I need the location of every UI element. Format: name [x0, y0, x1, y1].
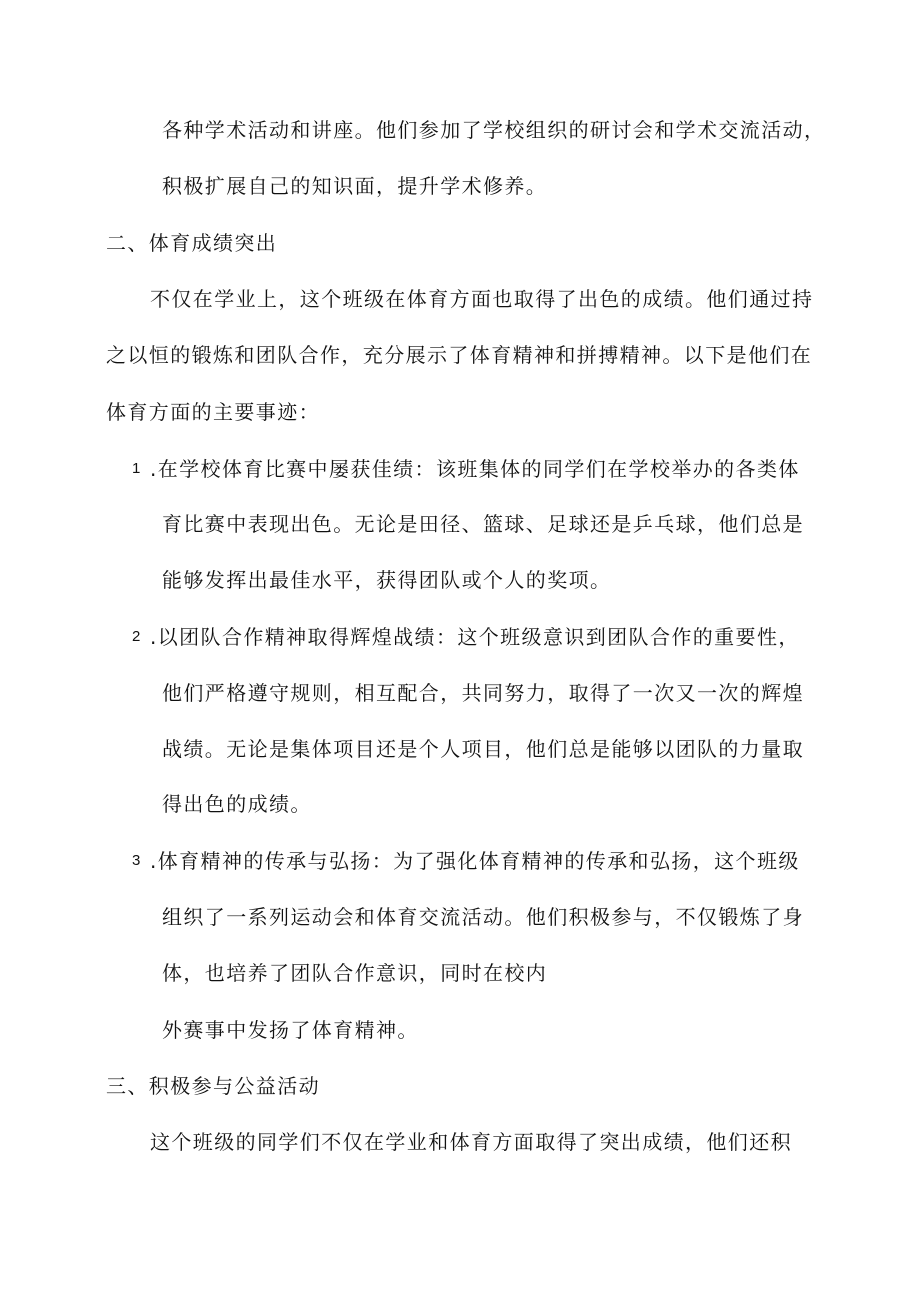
list-item-line: 能够发挥出最佳水平，获得团队或个人的奖项。 [162, 568, 612, 592]
list-item-line: 组织了一系列运动会和体育交流活动。他们积极参与，不仅锻炼了身 [162, 905, 804, 929]
list-item-line: 体，也培养了团队合作意识，同时在校内 [162, 961, 548, 985]
paragraph-line: 不仅在学业上，这个班级在体育方面也取得了出色的成绩。他们通过持 [150, 287, 814, 311]
list-item-line: .在学校体育比赛中屡获佳绩：该班集体的同学们在学校举办的各类体 [150, 457, 800, 481]
paragraph-line: 体育方面的主要事迹： [106, 400, 320, 424]
list-item-line: .以团队合作精神取得辉煌战绩：这个班级意识到团队合作的重要性， [150, 625, 800, 649]
intro-line: 各种学术活动和讲座。他们参加了学校组织的研讨会和学术交流活动， [162, 118, 826, 142]
section-heading: 二、体育成绩突出 [106, 231, 278, 255]
list-item-number: 1 [132, 460, 141, 477]
paragraph-line: 之以恒的锻炼和团队合作，充分展示了体育精神和拼搏精神。以下是他们在 [106, 343, 813, 367]
section-heading: 三、积极参与公益活动 [106, 1074, 320, 1098]
list-item-number: 3 [132, 852, 141, 869]
list-item-line: .体育精神的传承与弘扬：为了强化体育精神的传承和弘扬，这个班级 [150, 849, 800, 873]
list-item-line: 得出色的成绩。 [162, 792, 312, 816]
paragraph-line: 这个班级的同学们不仅在学业和体育方面取得了突出成绩，他们还积 [150, 1130, 792, 1154]
list-item-line: 他们严格遵守规则，相互配合，共同努力，取得了一次又一次的辉煌 [162, 681, 804, 705]
list-item-number: 2 [132, 628, 141, 645]
list-item-line: 育比赛中表现出色。无论是田径、篮球、足球还是乒乓球，他们总是 [162, 512, 804, 536]
intro-line: 积极扩展自己的知识面，提升学术修养。 [162, 174, 548, 198]
list-item-line: 战绩。无论是集体项目还是个人项目，他们总是能够以团队的力量取 [162, 737, 804, 761]
list-item-line: 外赛事中发扬了体育精神。 [162, 1018, 419, 1042]
